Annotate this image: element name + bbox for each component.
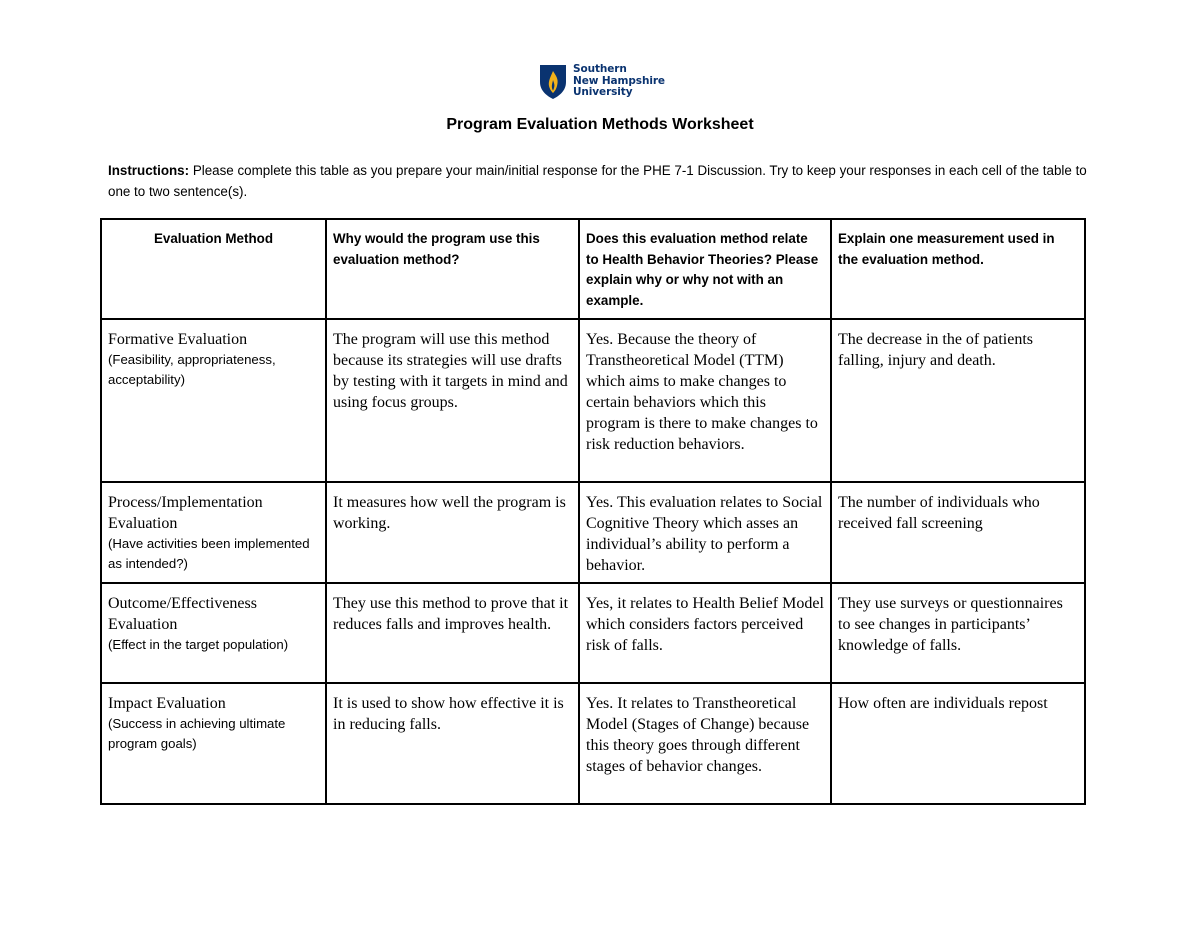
logo-wordmark <box>573 64 665 99</box>
why-cell: The program will use this method because its strategies will use drafts by testing with it targets in mind and using focus groups. <box>326 319 579 482</box>
measurement-cell: They use surveys or questionnaires to see changes in participants’ knowledge of falls. <box>831 583 1085 683</box>
instructions <box>108 160 1100 202</box>
measurement-cell: How often are individuals repost <box>831 683 1085 804</box>
header-theory: Does this evaluation method relate to Health Behavior Theories? Please explain why or why not with an example. <box>579 219 831 319</box>
shield-flame-icon <box>539 64 567 100</box>
table-row <box>101 482 1085 583</box>
table-row <box>101 683 1085 804</box>
logo-line: University <box>573 86 633 98</box>
method-name: Outcome/Effectiveness Evaluation <box>108 595 257 633</box>
method-cell <box>101 583 326 683</box>
snhu-logo <box>539 64 665 100</box>
table-row <box>101 583 1085 683</box>
logo-line: Southern <box>573 63 627 75</box>
why-cell: It is used to show how effective it is in reducing falls. <box>326 683 579 804</box>
why-cell: They use this method to prove that it reduces falls and improves health. <box>326 583 579 683</box>
theory-cell: Yes. Because the theory of Transtheoretical Model (TTM) which aims to make changes to certain behaviors which this program is there to make changes to risk reduction behaviors. <box>579 319 831 482</box>
instructions-label: Instructions: <box>108 163 190 178</box>
measurement-cell: The decrease in the of patients falling, injury and death. <box>831 319 1085 482</box>
measurement-cell: The number of individuals who received fall screening <box>831 482 1085 583</box>
method-name: Formative Evaluation <box>108 331 248 348</box>
theory-cell: Yes. It relates to Transtheoretical Model (Stages of Change) because this theory goes through different stages of behavior changes. <box>579 683 831 804</box>
method-cell <box>101 482 326 583</box>
method-note: (Feasibility, appropriateness, acceptability) <box>108 352 276 387</box>
method-note: (Have activities been implemented as intended?) <box>108 536 310 571</box>
logo-line: New Hampshire <box>573 74 665 87</box>
evaluation-table <box>100 218 1086 805</box>
method-note: (Success in achieving ultimate program goals) <box>108 716 286 751</box>
why-cell: It measures how well the program is working. <box>326 482 579 583</box>
page-title: Program Evaluation Methods Worksheet <box>446 116 754 133</box>
method-cell <box>101 683 326 804</box>
method-note: (Effect in the target population) <box>108 637 289 652</box>
theory-cell: Yes, it relates to Health Belief Model which considers factors perceived risk of falls. <box>579 583 831 683</box>
header-measurement: Explain one measurement used in the evaluation method. <box>831 219 1085 319</box>
method-name: Process/Implementation Evaluation <box>108 494 263 532</box>
table-header-row <box>101 219 1085 319</box>
theory-cell: Yes. This evaluation relates to Social Cognitive Theory which asses an individual’s ability to perform a behavior. <box>579 482 831 583</box>
instructions-text: Please complete this table as you prepare your main/initial response for the PHE 7-1 Discussion. Try to keep your responses in each cell of the table to one to two sentence(s). <box>108 163 1087 199</box>
header-why: Why would the program use this evaluation method? <box>326 219 579 319</box>
header-evaluation-method: Evaluation Method <box>101 219 326 319</box>
method-cell <box>101 319 326 482</box>
table-row <box>101 319 1085 482</box>
method-name: Impact Evaluation <box>108 695 226 712</box>
